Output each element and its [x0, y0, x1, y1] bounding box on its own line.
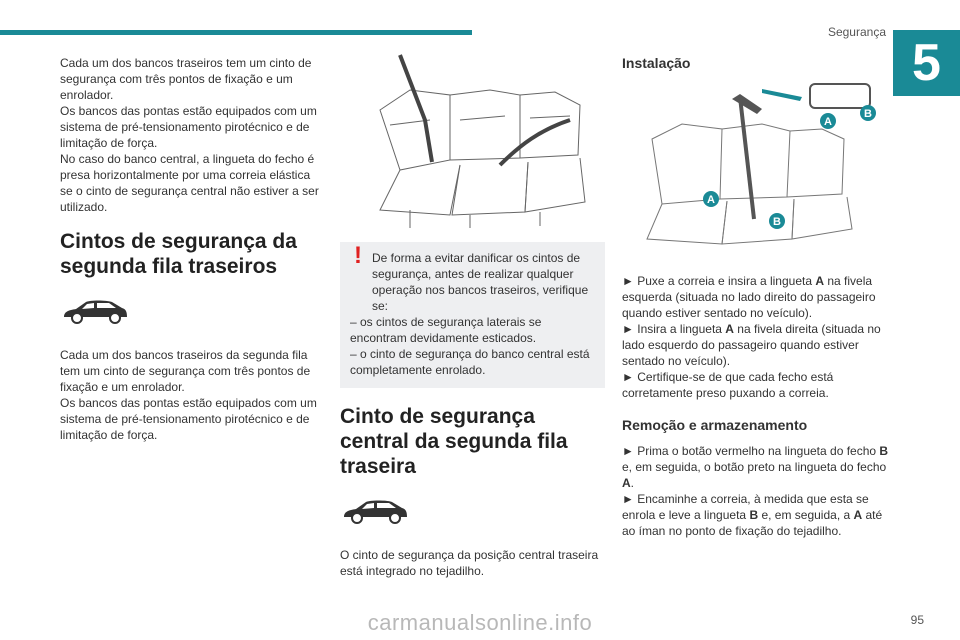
- intro-paragraph: Os bancos das pontas estão equipados com um sistema de pré-tensionamento pirotécnico e de limitação de força.: [60, 104, 317, 150]
- warning-note: [340, 242, 605, 388]
- intro-paragraph: No caso do banco central, a lingueta do fecho é presa horizontalmente por uma correia elástica se o cinto de segurança central não estiver a ser utilizado.: [60, 152, 319, 214]
- label-a: A: [824, 116, 832, 128]
- watermark: carmanualsonline.info: [367, 610, 593, 635]
- warning-text: – o cinto de segurança do banco central está completamente enrolado.: [350, 347, 590, 377]
- chapter-tab: 5: [893, 30, 960, 96]
- install-step: ► Insira a lingueta A na fivela direita (situada no lado esquerdo do passageiro quando estiver sentado no veículo).: [622, 322, 881, 368]
- body-paragraph: O cinto de segurança da posição central traseira está integrado no tejadilho.: [340, 548, 599, 578]
- removal-step: ► Encaminhe a correia, à medida que esta se enrola e leve a lingueta B e, em seguida, a A até ao íman no ponto de fixação do tejadilho.: [622, 492, 883, 538]
- heading-removal: Remoção e armazenamento: [622, 417, 808, 433]
- rear-seats-illustration: [340, 50, 605, 230]
- heading-central-belt: Cinto de segurança central da segunda fila traseira: [340, 405, 568, 478]
- column-left: [60, 55, 325, 443]
- page-number: 95: [910, 613, 924, 627]
- car-side-icon: [60, 297, 325, 337]
- warning-text: De forma a evitar danificar os cintos de segurança, antes de realizar qualquer operação nos bancos traseiros, verifique se:: [372, 251, 589, 313]
- install-step: ► Puxe a correia e insira a lingueta A na fivela esquerda (situada no lado direito do passageiro quando estiver sentado no veículo).: [622, 274, 876, 320]
- label-a: A: [707, 194, 715, 206]
- install-step: ► Certifique-se de que cada fecho está corretamente preso puxando a correia.: [622, 370, 834, 400]
- column-middle: [340, 50, 605, 579]
- exclamation-icon: !: [354, 242, 362, 269]
- label-b: B: [773, 216, 781, 228]
- label-b: B: [864, 108, 872, 120]
- section-title: Segurança: [827, 25, 886, 39]
- heading-installation: Instalação: [622, 55, 691, 71]
- heading-second-row-belts: Cintos de segurança da segunda fila traseiros: [60, 230, 297, 278]
- top-accent-bar: [0, 30, 472, 35]
- car-side-icon: [340, 497, 605, 537]
- body-paragraph: Cada um dos bancos traseiros da segunda fila tem um cinto de segurança com três pontos de fixação e um enrolador.: [60, 348, 311, 394]
- warning-text: – os cintos de segurança laterais se encontram devidamente esticados.: [350, 315, 542, 345]
- column-right: [622, 55, 892, 539]
- removal-step: ► Prima o botão vermelho na lingueta do fecho B e, em seguida, o botão preto na lingueta do fecho A.: [622, 444, 889, 490]
- intro-paragraph: Cada um dos bancos traseiros tem um cinto de segurança com três pontos de fixação e um enrolador.: [60, 56, 312, 102]
- body-paragraph: Os bancos das pontas estão equipados com um sistema de pré-tensionamento pirotécnico e de limitação de força.: [60, 396, 317, 442]
- central-belt-illustration: [622, 79, 892, 259]
